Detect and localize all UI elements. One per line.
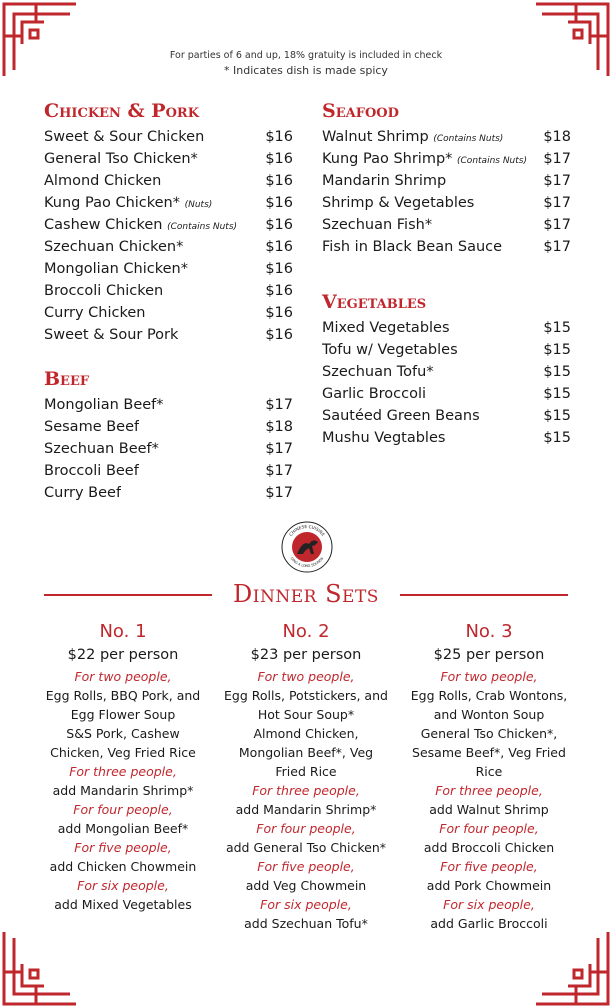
item-name-wrap	[322, 214, 432, 236]
item-price: $16	[265, 129, 293, 145]
dinner-set-2	[216, 620, 396, 933]
set-dish-line: Egg Rolls, Potstickers, and	[224, 688, 388, 703]
set-dish-line: add Broccoli Chicken	[423, 840, 555, 855]
restaurant-logo-icon	[280, 520, 334, 574]
item-price: $17	[265, 441, 293, 457]
item-name-wrap	[322, 427, 445, 449]
item-name: Shrimp & Vegetables	[322, 195, 475, 211]
item-name-wrap	[44, 148, 198, 170]
menu-item	[44, 258, 293, 280]
item-name: Kung Pao Chicken*	[44, 195, 180, 211]
item-price: $17	[543, 217, 571, 233]
item-name-wrap	[44, 280, 163, 302]
item-name-wrap	[44, 324, 178, 346]
item-name: Mongolian Beef*	[44, 397, 164, 413]
party-size-label: For four people,	[73, 802, 173, 817]
item-price: $16	[265, 283, 293, 299]
party-size-label: For five people,	[440, 859, 538, 874]
menu-item	[44, 126, 293, 148]
menu-item	[322, 236, 571, 258]
item-name-wrap	[322, 383, 426, 405]
menu-list	[44, 394, 293, 504]
item-price: $18	[543, 129, 571, 145]
set-dish-line: Chicken, Veg Fried Rice	[50, 745, 196, 760]
party-size-label: For six people,	[260, 897, 352, 912]
set-number: No. 3	[465, 621, 513, 642]
item-name-wrap	[44, 170, 161, 192]
menu-list	[44, 126, 293, 346]
section-title: Beef	[44, 368, 90, 390]
set-dish-line: add Mandarin Shrimp*	[52, 783, 194, 798]
set-dish-line: Rice	[475, 764, 503, 779]
gratuity-note: For parties of 6 and up, 18% gratuity is included in check	[169, 50, 443, 61]
item-name-wrap	[322, 317, 450, 339]
item-name: Tofu w/ Vegetables	[322, 342, 458, 358]
section-beef	[44, 366, 293, 504]
set-price: $22 per person	[67, 647, 179, 663]
set-number: No. 1	[99, 621, 147, 642]
item-name: General Tso Chicken*	[44, 151, 198, 167]
item-name: Sautéed Green Beans	[322, 408, 480, 424]
party-size-label: For three people,	[435, 783, 543, 798]
item-price: $15	[543, 386, 571, 402]
item-name-wrap	[322, 192, 474, 214]
menu-item	[322, 405, 571, 427]
set-dish-line: add Mongolian Beef*	[57, 821, 189, 836]
item-price: $16	[265, 173, 293, 189]
item-name: Mixed Vegetables	[322, 320, 450, 336]
menu-item	[322, 170, 571, 192]
item-name: Broccoli Beef	[44, 463, 139, 479]
corner-ornament-icon	[532, 928, 612, 1008]
set-dish-line: add Walnut Shrimp	[429, 802, 549, 817]
item-price: $16	[265, 239, 293, 255]
set-dish-line: add Mandarin Shrimp*	[235, 802, 377, 817]
item-name-wrap	[44, 460, 139, 482]
item-name-wrap	[44, 236, 183, 258]
menu-item	[322, 126, 571, 148]
dinner-sets-header	[44, 578, 568, 610]
set-dish-line: Fried Rice	[275, 764, 337, 779]
menu-item	[322, 192, 571, 214]
item-price: $15	[543, 408, 571, 424]
menu-item	[44, 192, 293, 214]
section-title: Vegetables	[322, 291, 427, 313]
item-price: $16	[265, 151, 293, 167]
item-name: Almond Chicken	[44, 173, 162, 189]
menu-item	[44, 170, 293, 192]
set-dish-line: add Chicken Chowmein	[49, 859, 197, 874]
menu-item	[322, 427, 571, 449]
menu-item	[44, 394, 293, 416]
item-price: $15	[543, 342, 571, 358]
item-name: Curry Beef	[44, 485, 122, 501]
item-price: $16	[265, 195, 293, 211]
item-name-wrap	[322, 405, 480, 427]
set-dish-line: add Szechuan Tofu*	[244, 916, 368, 931]
section-seafood	[322, 98, 571, 258]
item-name: Cashew Chicken	[44, 217, 163, 233]
item-price: $15	[543, 430, 571, 446]
set-price: $23 per person	[250, 647, 362, 663]
item-name: Fish in Black Bean Sauce	[322, 239, 503, 255]
set-number: No. 2	[282, 621, 330, 642]
item-price: $16	[265, 327, 293, 343]
dinner-set-1	[33, 620, 213, 914]
set-lines	[399, 667, 579, 933]
menu-item	[322, 339, 571, 361]
menu-notes	[0, 49, 612, 79]
item-tag: (Nuts)	[184, 200, 213, 210]
menu-item	[322, 148, 571, 170]
item-name-wrap	[322, 148, 527, 172]
corner-ornament-icon	[0, 928, 80, 1008]
item-name-wrap	[44, 258, 188, 280]
menu-item	[322, 214, 571, 236]
party-size-label: For five people,	[257, 859, 355, 874]
set-lines	[33, 667, 213, 914]
divider	[400, 594, 568, 596]
item-name-wrap	[322, 170, 446, 192]
item-price: $17	[265, 397, 293, 413]
item-name-wrap	[322, 126, 503, 150]
party-size-label: For three people,	[252, 783, 360, 798]
item-price: $17	[543, 151, 571, 167]
party-size-label: For four people,	[439, 821, 539, 836]
item-name: Szechuan Fish*	[322, 217, 433, 233]
item-name: Mushu Vegtables	[322, 430, 446, 446]
menu-item	[322, 383, 571, 405]
set-dish-line: and Wonton Soup	[433, 707, 545, 722]
menu-item	[44, 416, 293, 438]
party-size-label: For six people,	[443, 897, 535, 912]
item-name-wrap	[44, 438, 159, 460]
item-name: Mandarin Shrimp	[322, 173, 447, 189]
item-price: $18	[265, 419, 293, 435]
item-price: $16	[265, 261, 293, 277]
dinner-sets-title: Dinner Sets	[233, 580, 379, 608]
set-price: $25 per person	[433, 647, 545, 663]
set-dish-line: add Mixed Vegetables	[54, 897, 192, 912]
menu-item	[44, 438, 293, 460]
party-size-label: For two people,	[257, 669, 355, 684]
item-name-wrap	[44, 126, 204, 148]
menu-list	[322, 126, 571, 258]
item-name: Szechuan Beef*	[44, 441, 159, 457]
section-chicken-pork	[44, 98, 293, 346]
section-title: Seafood	[322, 100, 399, 122]
item-name: Mongolian Chicken*	[44, 261, 188, 277]
item-name: Szechuan Tofu*	[322, 364, 434, 380]
menu-list	[322, 317, 571, 449]
dinner-set-3	[399, 620, 579, 933]
item-tag: (Contains Nuts)	[167, 222, 238, 232]
item-price: $17	[265, 485, 293, 501]
menu-item	[44, 460, 293, 482]
party-size-label: For five people,	[74, 840, 172, 855]
set-dish-line: add Veg Chowmein	[245, 878, 367, 893]
logo-text-bottom: DING A LONG SOUNDS	[289, 556, 325, 569]
item-name: Sesame Beef	[44, 419, 140, 435]
menu-item	[44, 214, 293, 236]
party-size-label: For three people,	[69, 764, 177, 779]
menu-item	[44, 482, 293, 504]
item-tag: (Contains Nuts)	[433, 134, 504, 144]
menu-item	[44, 280, 293, 302]
item-price: $17	[543, 239, 571, 255]
logo-text-top: CHINESE CUISINE	[288, 523, 326, 537]
menu-item	[44, 148, 293, 170]
item-price: $15	[543, 364, 571, 380]
spicy-note: * Indicates dish is made spicy	[224, 64, 388, 77]
set-dish-line: Sesame Beef*, Veg Fried	[412, 745, 566, 760]
item-name-wrap	[44, 214, 237, 238]
item-name: Kung Pao Shrimp*	[322, 151, 453, 167]
item-price: $16	[265, 305, 293, 321]
set-dish-line: Almond Chicken,	[253, 726, 359, 741]
item-name: Szechuan Chicken*	[44, 239, 184, 255]
menu-item	[322, 361, 571, 383]
item-name: Sweet & Sour Pork	[44, 327, 179, 343]
item-name: Garlic Broccoli	[322, 386, 427, 402]
item-name-wrap	[322, 339, 458, 361]
item-price: $17	[265, 463, 293, 479]
set-lines	[216, 667, 396, 933]
item-name-wrap	[44, 482, 121, 504]
item-name-wrap	[44, 192, 212, 216]
item-name: Walnut Shrimp	[322, 129, 429, 145]
set-dish-line: add Garlic Broccoli	[430, 916, 548, 931]
item-name: Sweet & Sour Chicken	[44, 129, 205, 145]
set-dish-line: Hot Sour Soup*	[257, 707, 355, 722]
item-price: $15	[543, 320, 571, 336]
set-dish-line: Egg Flower Soup	[70, 707, 176, 722]
set-dish-line: S&S Pork, Cashew	[66, 726, 180, 741]
item-name-wrap	[44, 302, 145, 324]
party-size-label: For two people,	[440, 669, 538, 684]
item-name: Broccoli Chicken	[44, 283, 164, 299]
set-dish-line: General Tso Chicken*,	[420, 726, 558, 741]
set-dish-line: add Pork Chowmein	[426, 878, 552, 893]
item-price: $16	[265, 217, 293, 233]
party-size-label: For four people,	[256, 821, 356, 836]
set-dish-line: Egg Rolls, Crab Wontons,	[410, 688, 568, 703]
item-price: $17	[543, 195, 571, 211]
item-name-wrap	[44, 416, 139, 438]
set-dish-line: add General Tso Chicken*	[225, 840, 387, 855]
item-name-wrap	[44, 394, 164, 416]
menu-item	[322, 317, 571, 339]
party-size-label: For two people,	[74, 669, 172, 684]
section-vegetables	[322, 289, 571, 449]
item-name: Curry Chicken	[44, 305, 146, 321]
item-name-wrap	[322, 236, 502, 258]
party-size-label: For six people,	[77, 878, 169, 893]
set-dish-line: Egg Rolls, BBQ Pork, and	[45, 688, 201, 703]
menu-item	[44, 302, 293, 324]
item-name-wrap	[322, 361, 434, 383]
item-price: $17	[543, 173, 571, 189]
item-tag: (Contains Nuts)	[457, 156, 527, 166]
set-dish-line: Mongolian Beef*, Veg	[238, 745, 374, 760]
menu-item	[44, 324, 293, 346]
menu-item	[44, 236, 293, 258]
section-title: Chicken & Pork	[44, 100, 200, 122]
